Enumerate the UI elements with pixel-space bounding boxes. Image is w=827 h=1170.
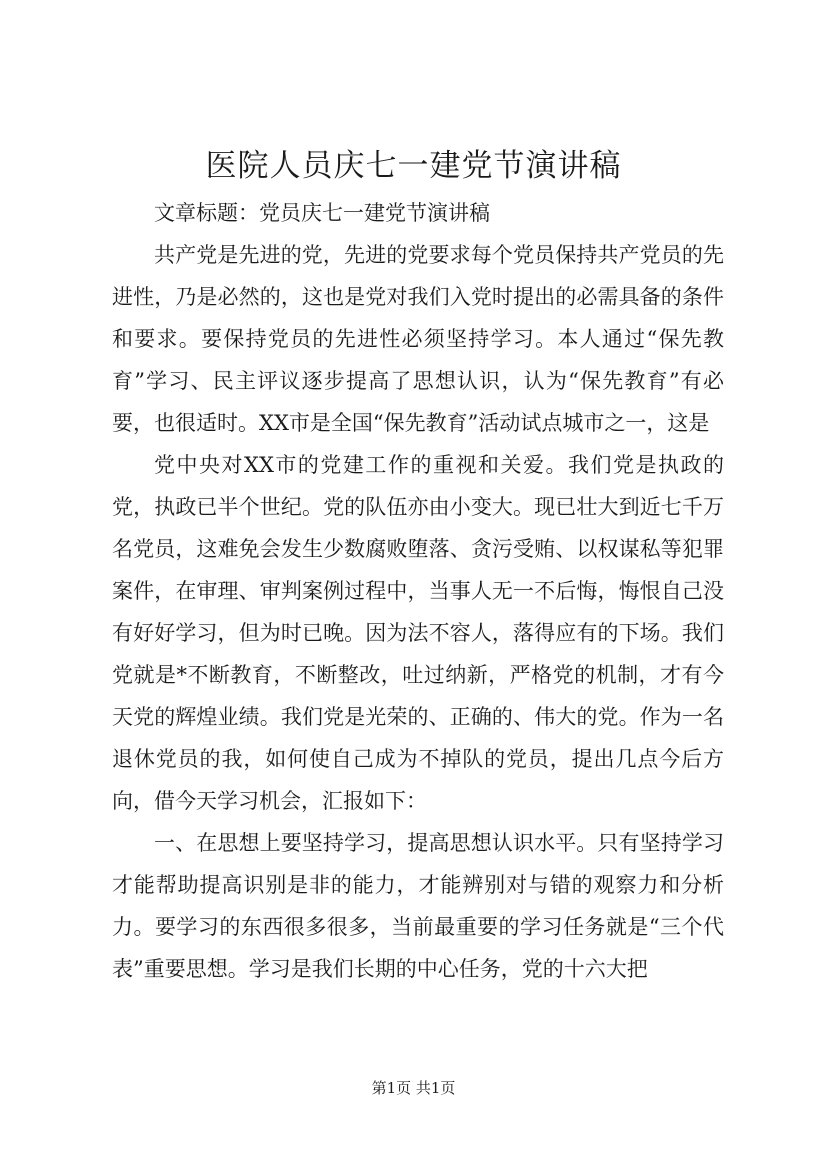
paragraph: 共产党是先进的党，先进的党要求每个党员保持共产党员的先进性，乃是必然的，这也是党对我们入党时提出的必需具备的条件和要求。要保持党员的先进性必须坚持学习。本人通过“保先教育”学习、民主评议逐步提高了思想认识，认为“保先教育”有必要，也很适时。XX市是全国“保先教育”活动试点城市之一，这是 — [112, 243, 724, 435]
paragraph: 一、在思想上要坚持学习，提高思想认识水平。只有坚持学习才能帮助提高识别是非的能力，才能辨别对与错的观察力和分析力。要学习的东西很多很多，当前最重要的学习任务就是“三个代表”重要思想。学习是我们长期的中心任务，党的十六大把 — [112, 831, 724, 981]
paragraph: 党中央对XX市的党建工作的重视和关爱。我们党是执政的党，执政已半个世纪。党的队伍亦由小变大。现已壮大到近七千万名党员，这难免会发生少数腐败堕落、贪污受贿、以权谋私等犯罪案件，在审理、审判案例过程中，当事人无一不后悔，悔恨自己没有好好学习，但为时已晚。因为法不容人，落得应有的下场。我们党就是*不断教育，不断整改，吐过纳新，严格党的机制，才有今天党的辉煌业绩。我们党是光荣的、正确的、伟大的党。作为一名退休党员的我，如何使自己成为不掉队的党员，提出几点今后方向，借今天学习机会，汇报如下： — [112, 453, 724, 813]
document-body — [112, 192, 724, 990]
page-number: 第1页 共1页 — [371, 1079, 456, 1097]
page-footer — [0, 1078, 827, 1098]
document-title: 医院人员庆七一建党节演讲稿 — [205, 148, 622, 184]
article-title-line: 文章标题：党员庆七一建党节演讲稿 — [154, 201, 490, 225]
